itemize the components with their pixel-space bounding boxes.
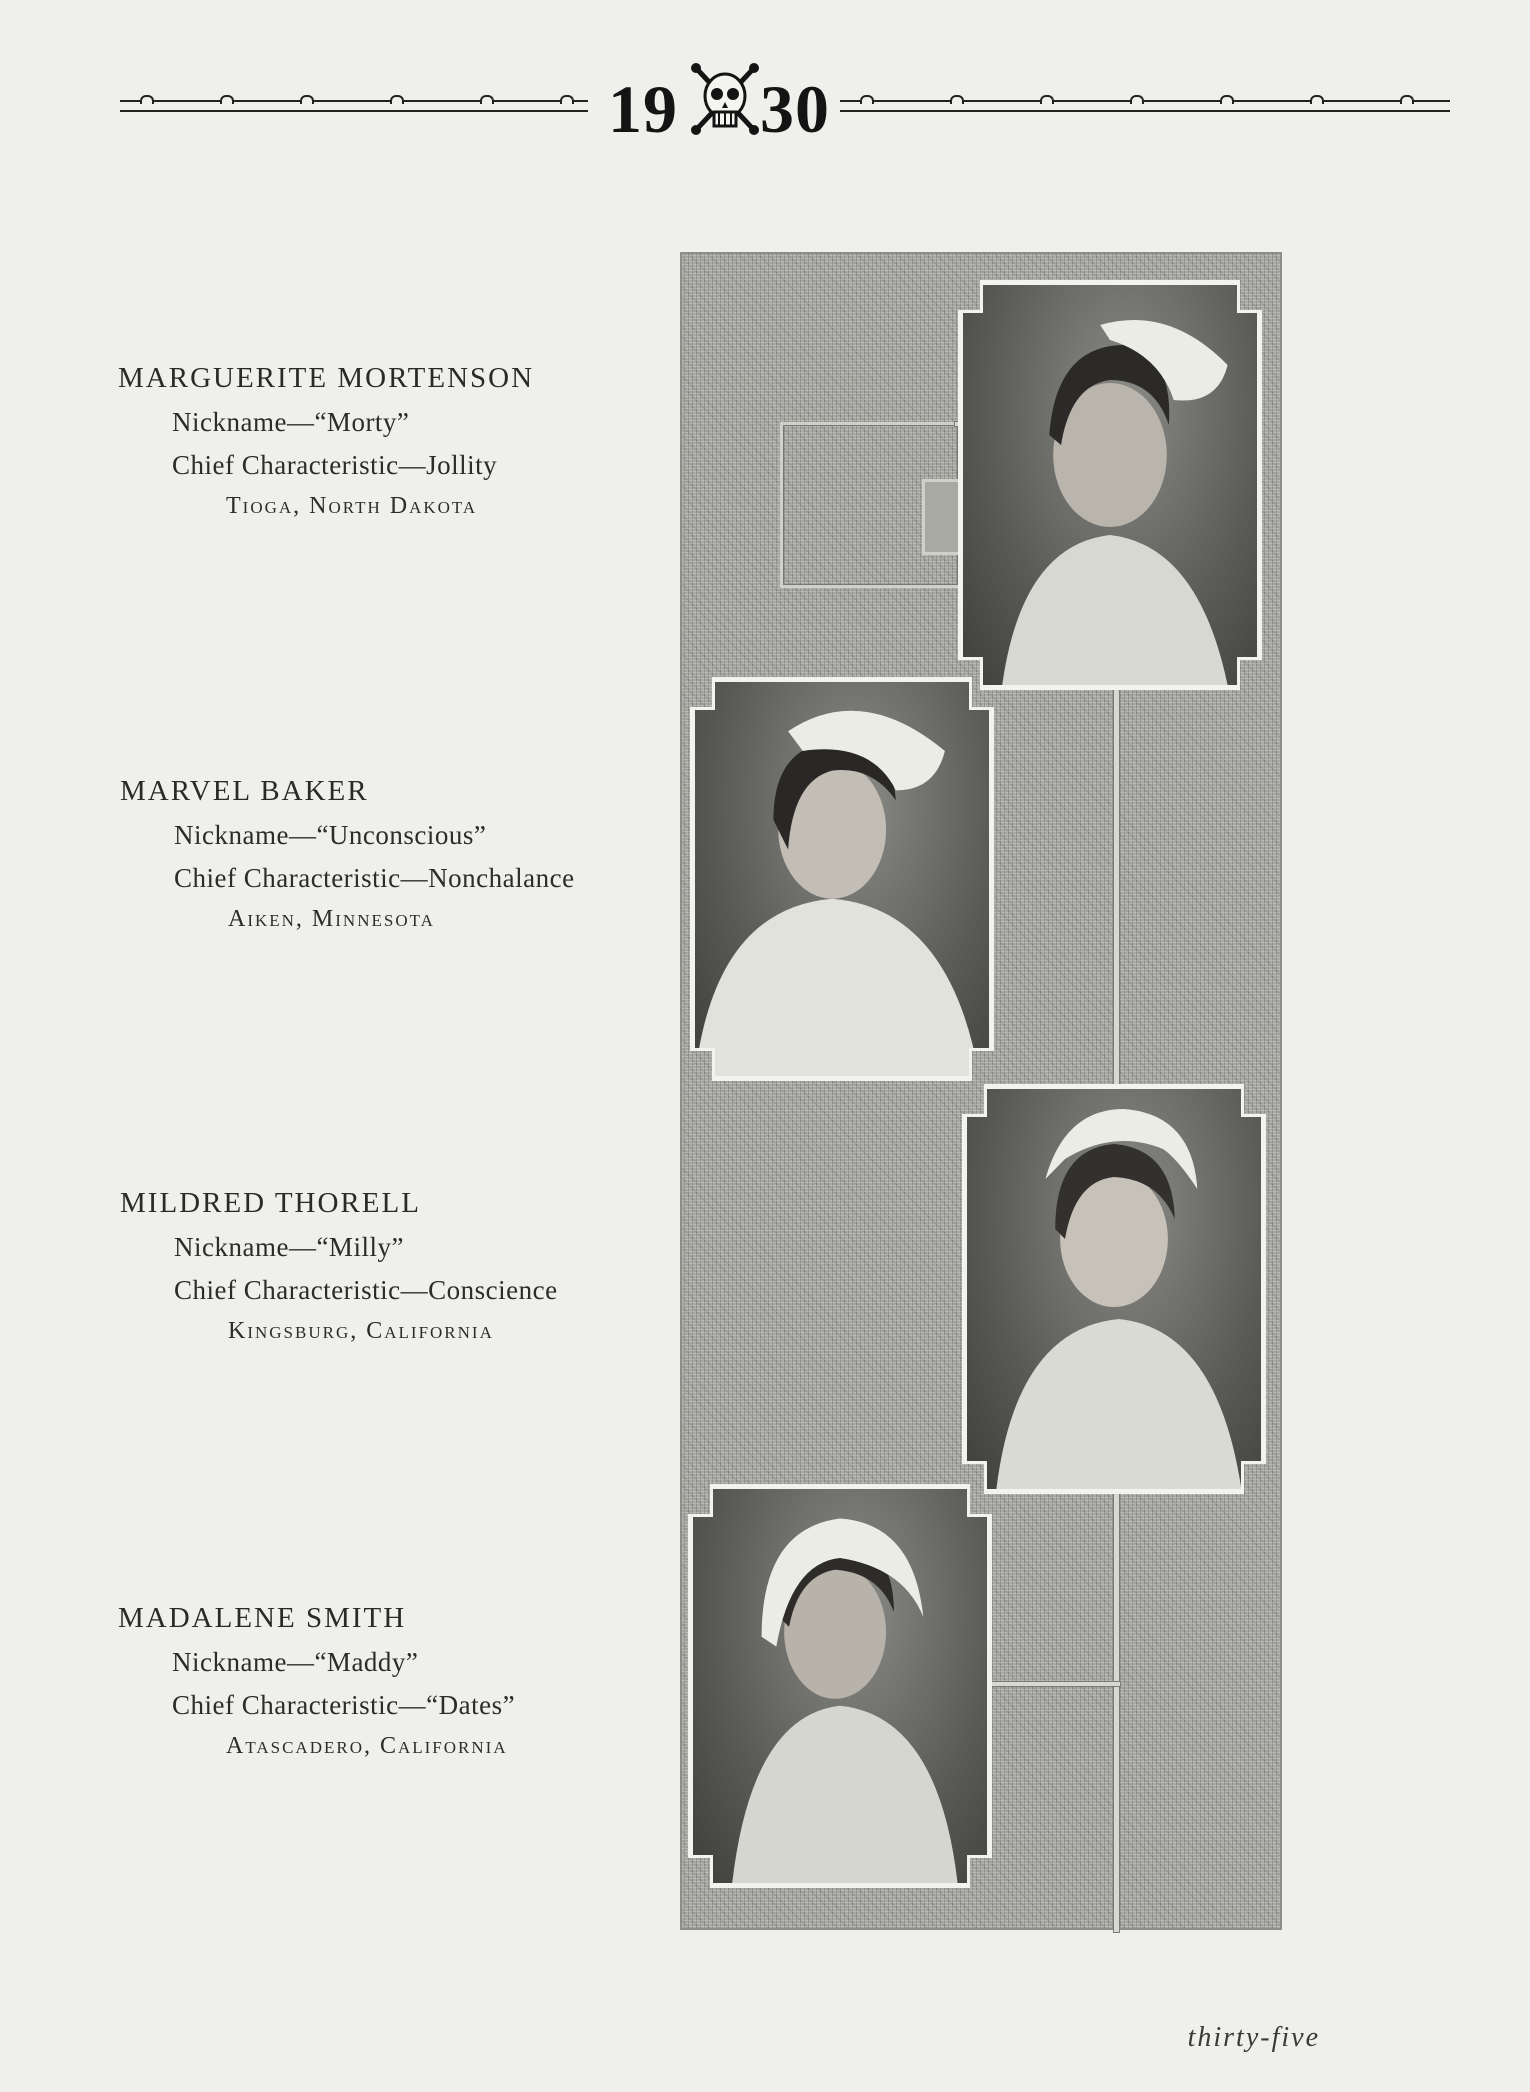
nurse-portrait-image xyxy=(967,1089,1261,1489)
year-right: 30 xyxy=(760,71,830,147)
student-entry xyxy=(120,775,575,933)
student-entry xyxy=(120,1187,558,1345)
student-nickname: Nickname—“Maddy” xyxy=(172,1647,419,1677)
student-characteristic: Chief Characteristic—Conscience xyxy=(174,1275,558,1305)
student-name: MARVEL BAKER xyxy=(120,775,369,807)
skull-and-crossbones-icon xyxy=(690,60,760,150)
portrait-photo xyxy=(688,1484,992,1888)
portrait-photo xyxy=(958,280,1262,690)
student-nickname: Nickname—“Milly” xyxy=(174,1232,404,1262)
nurse-portrait-image xyxy=(963,285,1257,685)
student-entry xyxy=(118,362,534,520)
photo-panel xyxy=(680,252,1282,1930)
page-number: thirty-five xyxy=(1187,2022,1320,2053)
portrait-photo xyxy=(690,677,994,1081)
student-name: MARGUERITE MORTENSON xyxy=(118,362,535,394)
panel-connector xyxy=(1114,1492,1119,1932)
panel-connector xyxy=(980,1682,1120,1686)
panel-emblem-frame xyxy=(780,422,961,588)
portrait-photo xyxy=(962,1084,1266,1494)
student-name: MADALENE SMITH xyxy=(118,1602,407,1634)
nurse-portrait-image xyxy=(695,682,989,1076)
student-hometown: Tioga, North Dakota xyxy=(226,493,478,519)
nurse-portrait-image xyxy=(693,1489,987,1883)
student-nickname: Nickname—“Morty” xyxy=(172,407,410,437)
yearbook-header xyxy=(120,58,1330,148)
student-characteristic: Chief Characteristic—“Dates” xyxy=(172,1690,516,1720)
header-rule-left xyxy=(120,100,588,112)
year-left: 19 xyxy=(608,71,678,147)
header-rule-right xyxy=(840,100,1450,112)
student-hometown: Kingsburg, California xyxy=(228,1318,494,1344)
student-entry xyxy=(118,1602,515,1760)
student-nickname: Nickname—“Unconscious” xyxy=(174,820,487,850)
student-name: MILDRED THORELL xyxy=(120,1187,421,1219)
student-hometown: Aiken, Minnesota xyxy=(228,906,435,932)
student-hometown: Atascadero, California xyxy=(226,1733,508,1759)
student-characteristic: Chief Characteristic—Nonchalance xyxy=(174,863,575,893)
student-characteristic: Chief Characteristic—Jollity xyxy=(172,450,498,480)
